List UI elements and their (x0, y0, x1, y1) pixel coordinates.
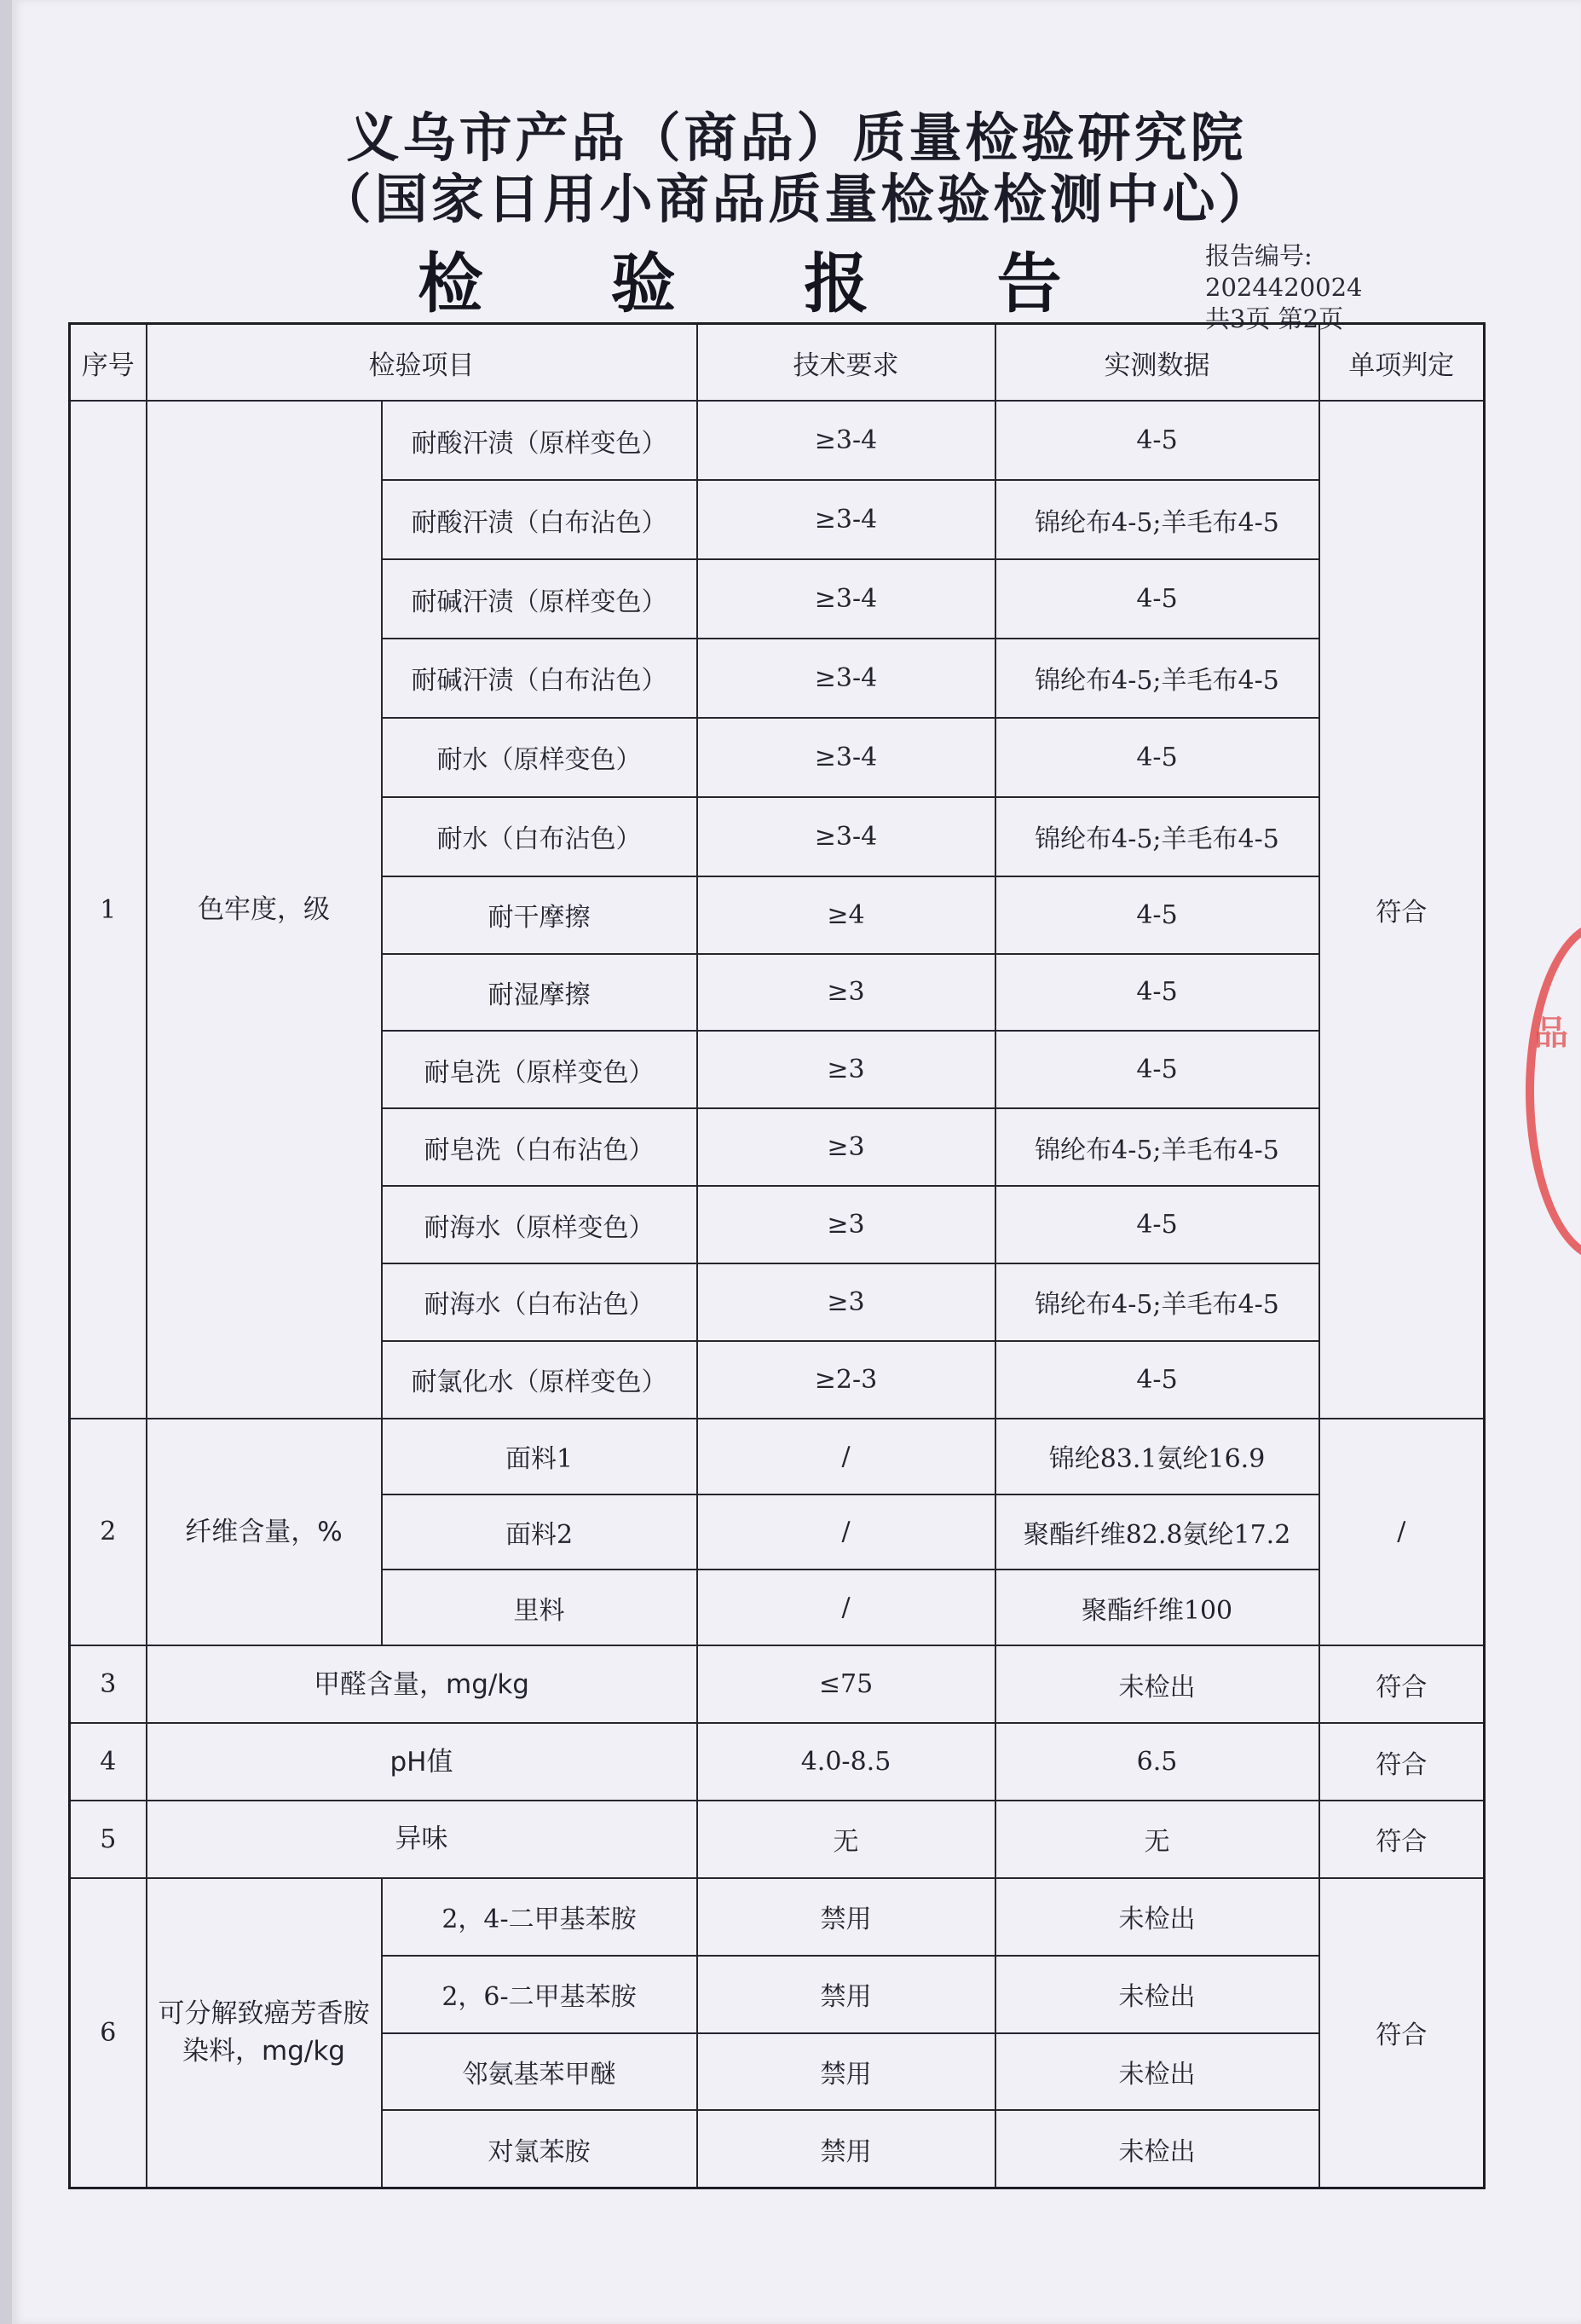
result-cell: 4-5 (995, 954, 1319, 1032)
verdict-cell: 符合 (1319, 1801, 1485, 1878)
requirement-cell: ≥4 (697, 876, 995, 954)
verdict-cell: 符合 (1319, 1645, 1485, 1723)
result-cell: 未检出 (995, 1878, 1319, 1956)
requirement-cell: ≥3-4 (697, 559, 995, 639)
report-no: 2024420024 (1205, 273, 1363, 302)
result-cell: 4-5 (995, 876, 1319, 954)
item-cell: 耐氯化水（原样变色） (382, 1341, 697, 1419)
institute-name: 义乌市产品（商品）质量检验研究院 (346, 107, 1247, 169)
result-cell: 锦纶83.1氨纶16.9 (995, 1419, 1319, 1494)
requirement-cell: 禁用 (697, 1878, 995, 1956)
requirement-cell: 禁用 (697, 1956, 995, 2033)
seq-cell: 4 (70, 1723, 147, 1801)
seq-cell: 2 (70, 1419, 147, 1646)
category-cell: pH值 (147, 1723, 697, 1801)
result-cell: 4-5 (995, 1031, 1319, 1108)
item-cell: 耐干摩擦 (382, 876, 697, 954)
item-cell: 耐水（白布沾色） (382, 797, 697, 876)
header-item: 检验项目 (147, 324, 697, 402)
result-cell: 未检出 (995, 2110, 1319, 2188)
results-table (68, 322, 1486, 2189)
requirement-cell: ≤75 (697, 1645, 995, 1723)
seq-cell: 3 (70, 1645, 147, 1723)
category-line1: 可分解致癌芳香胺 (158, 1998, 370, 2030)
result-cell: 无 (995, 1801, 1319, 1878)
requirement-cell: 无 (697, 1801, 995, 1878)
requirement-cell: ≥2-3 (697, 1341, 995, 1419)
result-cell: 锦纶布4-5;羊毛布4-5 (995, 1263, 1319, 1341)
item-cell: 面料1 (382, 1419, 697, 1494)
requirement-cell: ≥3-4 (697, 480, 995, 559)
category-cell: 异味 (147, 1801, 697, 1878)
category-cell: 色牢度，级 (147, 401, 382, 1418)
requirement-cell: 禁用 (697, 2033, 995, 2111)
item-cell: 2，6-二甲基苯胺 (382, 1956, 697, 2033)
result-cell: 未检出 (995, 2033, 1319, 2111)
requirement-cell: / (697, 1419, 995, 1494)
table-header-row (70, 324, 1485, 402)
item-cell: 耐皂洗（白布沾色） (382, 1108, 697, 1186)
requirement-cell: ≥3 (697, 1186, 995, 1263)
table-row (70, 1723, 1485, 1801)
result-cell: 锦纶布4-5;羊毛布4-5 (995, 1108, 1319, 1186)
item-cell: 耐碱汗渍（白布沾色） (382, 639, 697, 718)
verdict-cell: / (1319, 1419, 1485, 1646)
seq-cell: 5 (70, 1801, 147, 1878)
result-cell: 未检出 (995, 1956, 1319, 2033)
result-cell: 聚酯纤维82.8氨纶17.2 (995, 1494, 1319, 1570)
seal-text: 品 (1534, 1014, 1568, 1053)
result-cell: 聚酯纤维100 (995, 1570, 1319, 1645)
item-cell: 耐碱汗渍（原样变色） (382, 559, 697, 639)
requirement-cell: ≥3 (697, 1108, 995, 1186)
seq-cell: 6 (70, 1878, 147, 2188)
requirement-cell: 4.0-8.5 (697, 1723, 995, 1801)
category-line2: 染料，mg/kg (182, 2036, 345, 2067)
result-cell: 锦纶布4-5;羊毛布4-5 (995, 480, 1319, 559)
result-cell: 4-5 (995, 559, 1319, 639)
result-cell: 4-5 (995, 1341, 1319, 1419)
header-requirement: 技术要求 (697, 324, 995, 402)
requirement-cell: / (697, 1570, 995, 1645)
verdict-cell: 符合 (1319, 1723, 1485, 1801)
category-cell: 甲醛含量，mg/kg (147, 1645, 697, 1723)
result-cell: 4-5 (995, 718, 1319, 797)
verdict-cell: 符合 (1319, 1878, 1485, 2188)
requirement-cell: ≥3-4 (697, 718, 995, 797)
item-cell: 里料 (382, 1570, 697, 1645)
requirement-cell: ≥3 (697, 1031, 995, 1108)
table-row (70, 1878, 1485, 1956)
table-row (70, 401, 1485, 480)
item-cell: 耐湿摩擦 (382, 954, 697, 1032)
requirement-cell: ≥3 (697, 1263, 995, 1341)
page-info: 共3页 第2页 (1205, 304, 1344, 333)
result-cell: 4-5 (995, 1186, 1319, 1263)
report-meta (1205, 240, 1363, 335)
requirement-cell: ≥3-4 (697, 401, 995, 480)
item-cell: 耐酸汗渍（白布沾色） (382, 480, 697, 559)
report-no-label: 报告编号: (1205, 241, 1313, 270)
requirement-cell: 禁用 (697, 2110, 995, 2188)
item-cell: 耐水（原样变色） (382, 718, 697, 797)
requirement-cell: / (697, 1494, 995, 1570)
verdict-cell: 符合 (1319, 401, 1485, 1418)
item-cell: 耐酸汗渍（原样变色） (382, 401, 697, 480)
header-verdict: 单项判定 (1319, 324, 1485, 402)
category-cell: 纤维含量，% (147, 1419, 382, 1646)
table-row (70, 1419, 1485, 1494)
result-cell: 4-5 (995, 401, 1319, 480)
table-row (70, 1801, 1485, 1878)
item-cell: 耐海水（白布沾色） (382, 1263, 697, 1341)
category-cell (147, 1878, 382, 2188)
item-cell: 邻氨基苯甲醚 (382, 2033, 697, 2111)
item-cell: 耐海水（原样变色） (382, 1186, 697, 1263)
report-title: 检 验 报 告 (418, 246, 1115, 321)
header-result: 实测数据 (995, 324, 1319, 402)
item-cell: 耐皂洗（原样变色） (382, 1031, 697, 1108)
institute-subtitle: （国家日用小商品质量检验检测中心） (318, 168, 1275, 230)
result-cell: 6.5 (995, 1723, 1319, 1801)
result-cell: 未检出 (995, 1645, 1319, 1723)
requirement-cell: ≥3 (697, 954, 995, 1032)
header-seq: 序号 (70, 324, 147, 402)
result-cell: 锦纶布4-5;羊毛布4-5 (995, 639, 1319, 718)
seq-cell: 1 (70, 401, 147, 1418)
table-row (70, 1645, 1485, 1723)
result-cell: 锦纶布4-5;羊毛布4-5 (995, 797, 1319, 876)
requirement-cell: ≥3-4 (697, 797, 995, 876)
item-cell: 2，4-二甲基苯胺 (382, 1878, 697, 1956)
requirement-cell: ≥3-4 (697, 639, 995, 718)
item-cell: 面料2 (382, 1494, 697, 1570)
item-cell: 对氯苯胺 (382, 2110, 697, 2188)
